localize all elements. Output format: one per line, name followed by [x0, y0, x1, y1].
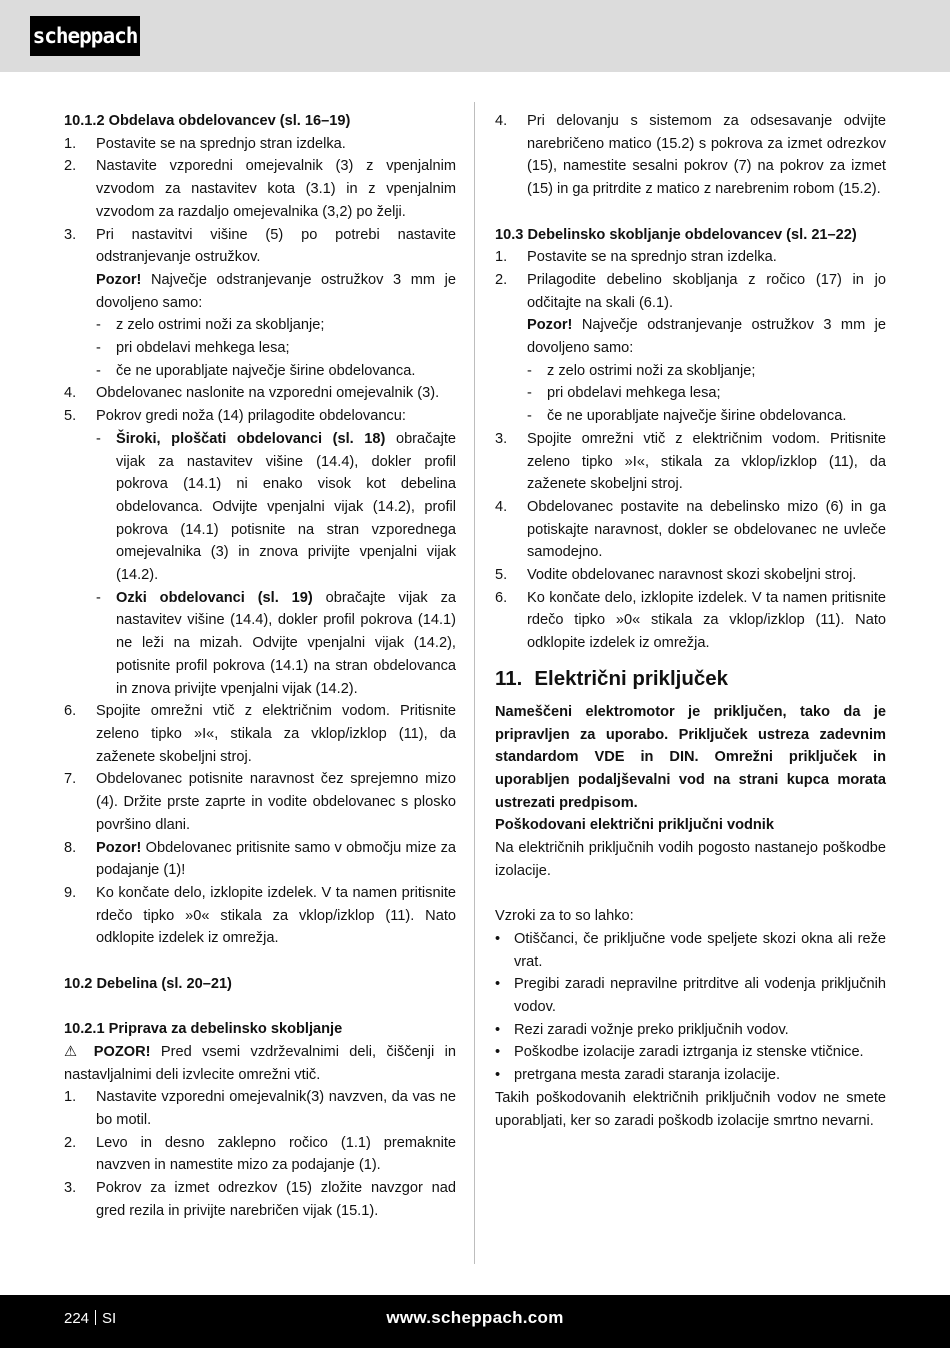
dash-item: - Široki, ploščati obdelovanci (sl. 18) obračajte vijak za nastavitev višine (14.4), dokler profil pokrova (14.1) ni enako visok kot debelina obdelovanca. Odvijte vpenjalni vijak (14.2), profil pokrova (14.1) potisnite na stran vzporednega omejevalnika (3) in znova privijte vpenjalni vijak (14.2). [96, 430, 456, 584]
list-item: 6. Ko končate delo, izklopite izdelek. V ta namen pritisnite rdečo tipko »0« stikala za vklop/izklop (11). Nato odklopite izdelek iz omrežja. [495, 589, 886, 652]
section-10-2-1-title: 10.2.1 Priprava za debelinsko skobljanje [64, 1021, 343, 1038]
section-10-2-title: 10.2 Debelina (sl. 20–21) [64, 975, 232, 992]
caution-note: Pozor! Največje odstranjevanje ostružkov 3 mm je dovoljeno samo: [527, 317, 886, 357]
list-item: 3. Pokrov za izmet odrezkov (15) zložite navzgor nad gred rezila in privijte narebričen vijak (15.1). [64, 1180, 456, 1219]
left-column [64, 110, 456, 1222]
warning-triangle-icon: ⚠ [64, 1043, 84, 1060]
dash-item: - če ne uporabljate največje širine obdelovanca. [527, 408, 847, 425]
list-item: 4. Obdelovanec postavite na debelinsko mizo (6) in ga potiskajte naravnost, dokler se obdelovanec ne uvleče samodejno. [495, 498, 886, 561]
dash-item: - z zelo ostrimi noži za skobljanje; [96, 317, 325, 334]
section-11-intro: Nameščeni elektromotor je priključen, tako da je pripravljen za uporabo. Priključek ustreza zadevnim standardom VDE in DIN. Omrežni priključek in uporabljen podaljševalni vod na strani kupca morata ustrezati predpisom. [495, 703, 886, 811]
list-item: 4. Obdelovanec naslonite na vzporedni omejevalnik (3). [64, 385, 440, 402]
paragraph: Vzroki za to so lahko: [495, 908, 634, 925]
dash-item: - pri obdelavi mehkega lesa; [527, 385, 721, 402]
list-item: 2. Nastavite vzporedni omejevalnik (3) z vpenjalnim vzvodom za nastavitev kota (3.1) in z vpenjalnim vzvodom za razdaljo omejevalnika (3,2) po želji. [64, 158, 456, 220]
list-item: 8. Pozor! Obdelovanec pritisnite samo v območju mize za podajanje (1)! [64, 839, 456, 879]
list-item: 3. Spojite omrežni vtič z električnim vodom. Pritisnite zeleno tipko »I«, stikala za vklop/izklop (11), da zaženete skobeljni stroj. [495, 430, 886, 493]
paragraph: Takih poškodovanih električnih priključnih vodov ne smete uporabljati, ker so zaradi poškodb izolacije smrtno nevarni. [495, 1089, 886, 1129]
list-item: 1. Postavite se na sprednjo stran izdelka. [495, 249, 777, 266]
list-item: 2. Levo in desno zaklepno ročico (1.1) premaknite navzven in namestite mizo za podajanje (1). [64, 1134, 456, 1174]
list-item: 2. Prilagodite debelino skobljanja z ročico (17) in jo odčitajte na skali (6.1). [495, 271, 886, 311]
list-item: 5. Vodite obdelovanec naravnost skozi skobeljni stroj. [495, 567, 857, 584]
list-item: 1. Postavite se na sprednjo stran izdelka. [64, 135, 346, 152]
bullet-item: • Poškodbe izolacije zaradi iztrganja iz stenske vtičnice. [495, 1044, 864, 1061]
dash-item: - pri obdelavi mehkega lesa; [96, 340, 290, 357]
dash-item: - Ozki obdelovanci (sl. 19) obračajte vijak za nastavitev višine (14.4), dokler profil pokrova (14.1) ne leži na mizah. Odvijte vpenjalni vijak (14.2), potisnite profil pokrova (14.1) na stran obdelovanca in znova privijte vpenjalni vijak (14.2). [96, 589, 456, 697]
section-10-3-title: 10.3 Debelinsko skobljanje obdelovancev (sl. 21–22) [495, 226, 857, 243]
right-column [495, 110, 886, 1132]
spacer [64, 950, 456, 973]
footer-bar [0, 1295, 950, 1348]
warning-note: ⚠ POZOR! Pred vsemi vzdrževalnimi deli, čiščenji in nastavljalnimi deli izvlecite omrežni vtič. [64, 1043, 456, 1083]
header-band [0, 0, 950, 72]
section-10-1-2-title: 10.1.2 Obdelava obdelovancev (sl. 16–19) [64, 113, 351, 129]
list-item: 9. Ko končate delo, izklopite izdelek. V ta namen pritisnite rdečo tipko »0« stikala za vklop/izklop (11). Nato odklopite izdelek iz omrežja. [64, 884, 456, 947]
spacer [495, 882, 886, 905]
bullet-item: • Rezi zaradi vožnje preko priključnih vodov. [495, 1021, 789, 1038]
bullet-item: • Otiščanci, če priključne vode speljete skozi okna ali reže vrat. [495, 930, 886, 970]
caution-note: Pozor! Največje odstranjevanje ostružkov 3 mm je dovoljeno samo: [96, 271, 456, 311]
list-item: 6. Spojite omrežni vtič z električnim vodom. Pritisnite zeleno tipko »I«, stikala za vklop/izklop (11), da zaženete skobeljni stroj. [64, 703, 456, 765]
scheppach-logo: scheppach [30, 16, 140, 56]
page-number: 224 SI [64, 1310, 117, 1327]
list-item: 1. Nastavite vzporedni omejevalnik(3) navzven, da vas ne bo motil. [64, 1089, 456, 1128]
list-item: 5. Pokrov gredi noža (14) prilagodite obdelovancu: [64, 408, 406, 425]
website-link[interactable]: www.scheppach.com [386, 1308, 564, 1327]
section-11-subheading: Poškodovani električni priključni vodnik [495, 817, 774, 834]
list-item: 3. Pri nastavitvi višine (5) po potrebi nastavite odstranjevanje ostružkov. [64, 226, 456, 266]
section-11-title: 11. Električni priključek [495, 666, 729, 690]
spacer [495, 201, 886, 224]
spacer [64, 995, 456, 1018]
bullet-item: • pretrgana mesta zaradi staranja izolacije. [495, 1067, 781, 1084]
column-divider [474, 102, 475, 1264]
list-item: 4. Pri delovanju s sistemom za odsesavanje odvijte narebričeno matico (15.2) s pokrova za izmet odrezkov (15), namestite sesalni pokrov (7) na pokrov za izmet (15) in ga pritrdite z matico z narebrenim robom (15.2). [495, 113, 886, 198]
list-item: 7. Obdelovanec potisnite naravnost čez sprejemno mizo (4). Držite prste zaprte in vodite obdelovanec s plosko površino dlani. [64, 771, 456, 833]
bullet-item: • Pregibi zaradi nepravilne pritrditve ali vodenja priključnih vodov. [495, 976, 886, 1015]
dash-item: - z zelo ostrimi noži za skobljanje; [527, 362, 756, 379]
paragraph: Na električnih priključnih vodih pogosto nastanejo poškodbe izolacije. [495, 840, 886, 879]
dash-item: - če ne uporabljate največje širine obdelovanca. [96, 362, 416, 379]
